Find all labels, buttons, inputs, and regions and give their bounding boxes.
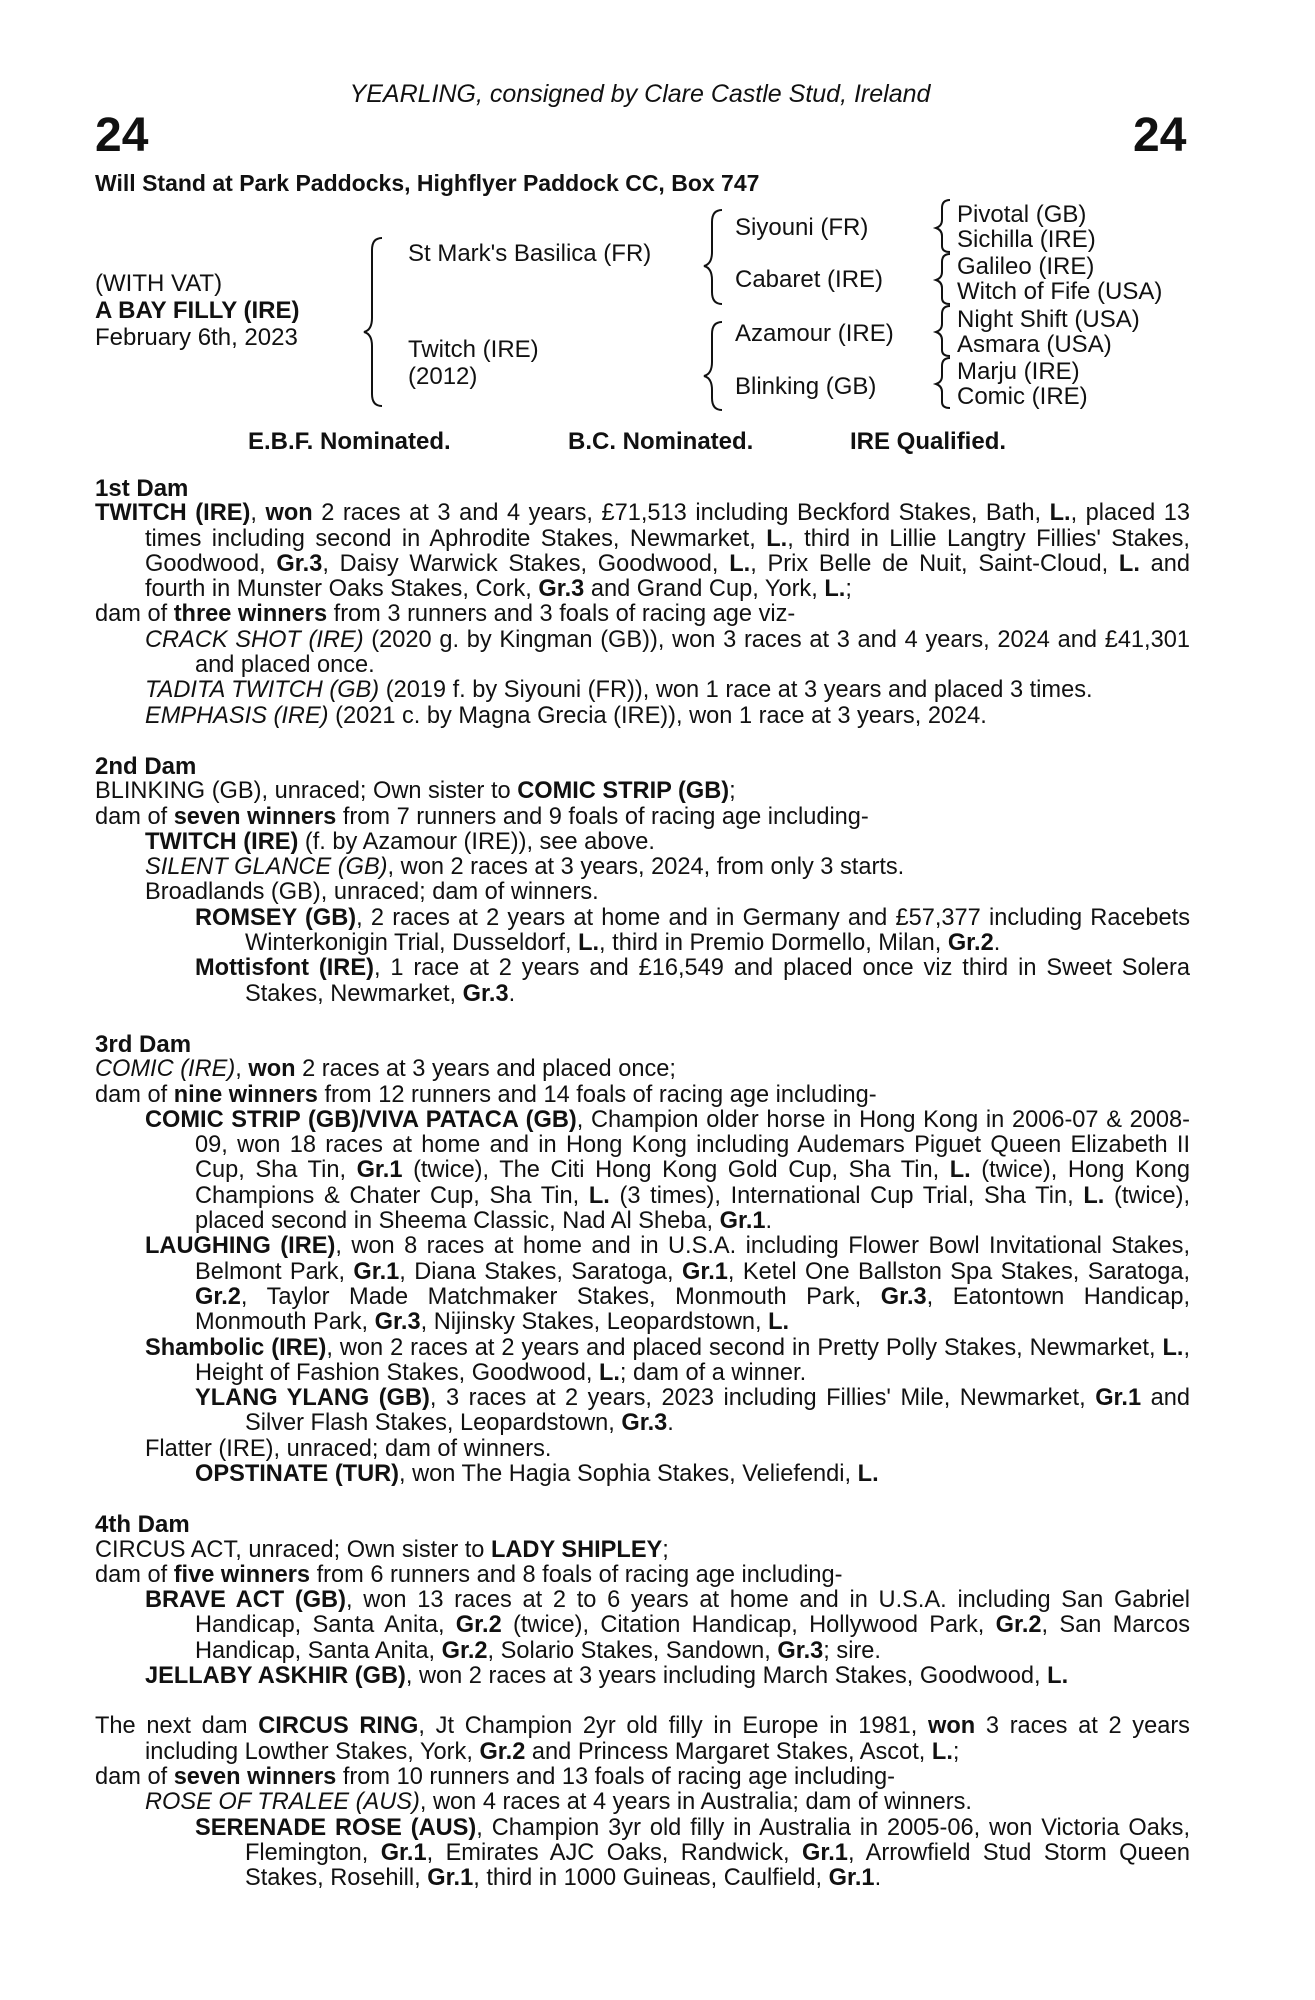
dam-dam: Blinking (GB) xyxy=(735,373,877,400)
second-dam-heading: 2nd Dam xyxy=(95,752,197,780)
next-dam-produce-summary: dam of seven winners from 10 runners and 13 foals of racing age including- xyxy=(95,1763,896,1790)
ped-sds: Galileo (IRE) xyxy=(957,253,1095,280)
bc-nomination: B.C. Nominated. xyxy=(568,428,754,455)
produce-flatter: Flatter (IRE), unraced; dam of winners. xyxy=(145,1435,552,1462)
dam-sire: Azamour (IRE) xyxy=(735,320,894,347)
lot-name: A BAY FILLY (IRE) xyxy=(95,297,300,324)
sire-dam: Cabaret (IRE) xyxy=(735,266,884,293)
produce-mottisfont: Mottisfont (IRE), 1 race at 2 years and £16,549 and placed once viz third in Sweet Solera Stakes, Newmarket, Gr.3. xyxy=(195,955,1191,1007)
fourth-dam-section xyxy=(95,1512,1190,1689)
produce-crack-shot: CRACK SHOT (IRE) (2020 g. by Kingman (GB)), won 3 races at 3 and 4 years, 2024 and £41,301 and placed once. xyxy=(145,626,1190,679)
produce-serenade-rose: SERENADE ROSE (AUS), Champion 3yr old filly in Australia in 2005-06, won Victoria Oaks, Flemington, Gr.1, Emirates AJC Oaks, Randwick, Gr.1, Arrowfield Stud Storm Queen Stakes, Rosehill, Gr.1, third in 1000 Guineas, Caulfield, Gr.1. xyxy=(195,1814,1191,1892)
fourth-dam-record: CIRCUS ACT, unraced; Own sister to LADY SHIPLEY; xyxy=(95,1536,669,1563)
vat-note: (WITH VAT) xyxy=(95,270,223,297)
produce-laughing: LAUGHING (IRE), won 8 races at home and in U.S.A. including Flower Bowl Invitational Stakes, Belmont Park, Gr.1, Diana Stakes, Saratoga, Gr.1, Ketel One Ballston Spa Stakes, Saratoga, Gr.2, Taylor Made Matchmaker Stakes, Monmouth Park, Gr.3, Eatontown Handicap, Monmouth Park, Gr.3, Nijinsky Stakes, Leopardstown, L. xyxy=(145,1233,1191,1336)
ped-sdd: Witch of Fife (USA) xyxy=(957,278,1163,305)
second-dam-section xyxy=(95,754,1190,1007)
first-dam-heading: 1st Dam xyxy=(95,475,189,502)
dam-line-text xyxy=(95,476,1190,1891)
ped-dss: Night Shift (USA) xyxy=(957,306,1140,333)
produce-tadita-twitch: TADITA TWITCH (GB) (2019 f. by Siyouni (FR)), won 1 race at 3 years and placed 3 times. xyxy=(145,677,1093,704)
dam-year: (2012) xyxy=(408,363,478,390)
produce-broadlands: Broadlands (GB), unraced; dam of winners. xyxy=(145,879,599,906)
sire-name: St Mark's Basilica (FR) xyxy=(408,240,652,267)
produce-jellaby-askhir: JELLABY ASKHIR (GB), won 2 races at 3 years including March Stakes, Goodwood, L. xyxy=(145,1663,1069,1690)
produce-silent-glance: SILENT GLANCE (GB), won 2 races at 3 years, 2024, from only 3 starts. xyxy=(145,854,905,881)
second-dam-produce-summary: dam of seven winners from 7 runners and 9 foals of racing age including- xyxy=(95,803,869,830)
third-dam-produce-summary: dam of nine winners from 12 runners and 14 foals of racing age including- xyxy=(95,1081,877,1108)
ire-qualified: IRE Qualified. xyxy=(850,428,1007,455)
first-dam-section xyxy=(95,476,1190,729)
consignor-line: YEARLING, consigned by Clare Castle Stud, Ireland xyxy=(349,80,931,108)
produce-shambolic: Shambolic (IRE), won 2 races at 2 years and placed second in Pretty Polly Stakes, Newmarket, L., Height of Fashion Stakes, Goodwood, L.; dam of a winner. xyxy=(145,1334,1190,1386)
first-dam-produce-summary: dam of three winners from 3 runners and 3 foals of racing age viz- xyxy=(95,601,796,628)
next-dam-section xyxy=(95,1714,1190,1891)
produce-comic-strip: COMIC STRIP (GB)/VIVA PATACA (GB), Champion older horse in Hong Kong in 2006-07 & 2008-09, won 18 races at home and in Hong Kong including Audemars Piguet Queen Elizabeth II Cup, Sha Tin, Gr.1 (twice), The Citi Hong Kong Gold Cup, Sha Tin, L. (twice), Hong Kong Champions & Chater Cup, Sha Tin, L. (3 times), International Cup Trial, Sha Tin, L. (twice), placed second in Sheema Classic, Nad Al Sheba, Gr.1. xyxy=(145,1106,1191,1235)
produce-romsey: ROMSEY (GB), 2 races at 2 years at home and in Germany and £57,377 including Racebets Winterkonigin Trial, Dusseldorf, L., third in Premio Dormello, Milan, Gr.2. xyxy=(195,904,1190,957)
stand-location: Will Stand at Park Paddocks, Highflyer Paddock CC, Box 747 xyxy=(95,170,760,196)
pedigree-brackets xyxy=(0,0,1315,430)
lot-number-right: 24 xyxy=(1133,109,1187,162)
fourth-dam-produce-summary: dam of five winners from 6 runners and 8 foals of racing age including- xyxy=(95,1561,843,1588)
ped-ddd: Comic (IRE) xyxy=(957,383,1088,410)
third-dam-record: COMIC (IRE), won 2 races at 3 years and placed once; xyxy=(95,1056,676,1083)
fourth-dam-heading: 4th Dam xyxy=(95,1511,190,1539)
produce-twitch: TWITCH (IRE) (f. by Azamour (IRE)), see above. xyxy=(145,828,655,855)
ped-sss: Pivotal (GB) xyxy=(957,201,1087,228)
second-dam-record: BLINKING (GB), unraced; Own sister to COMIC STRIP (GB); xyxy=(95,778,736,805)
produce-opstinate: OPSTINATE (TUR), won The Hagia Sophia Stakes, Veliefendi, L. xyxy=(195,1460,879,1487)
third-dam-heading: 3rd Dam xyxy=(95,1030,192,1058)
foaling-date: February 6th, 2023 xyxy=(95,324,298,351)
produce-brave-act: BRAVE ACT (GB), won 13 races at 2 to 6 years at home and in U.S.A. including San Gabriel Handicap, Santa Anita, Gr.2 (twice), Citation Handicap, Hollywood Park, Gr.2, San Marcos Handicap, Santa Anita, Gr.2, Solario Stakes, Sandown, Gr.3; sire. xyxy=(145,1587,1191,1664)
ped-dsd: Asmara (USA) xyxy=(957,331,1112,358)
dam-name: Twitch (IRE) xyxy=(408,336,539,363)
first-dam-record: TWITCH (IRE), won 2 races at 3 and 4 years, £71,513 including Beckford Stakes, Bath, L., placed 13 times including second in Aphrodite Stakes, Newmarket, L., third in Lillie Langtry Fillies' Stakes, Goodwood, Gr.3, Daisy Warwick Stakes, Goodwood, L., Prix Belle de Nuit, Saint-Cloud, L. and fourth in Munster Oaks Stakes, Cork, Gr.3 and Grand Cup, York, L.; xyxy=(95,500,1191,603)
produce-rose-of-tralee: ROSE OF TRALEE (AUS), won 4 races at 4 years in Australia; dam of winners. xyxy=(145,1789,972,1816)
lot-number-left: 24 xyxy=(95,109,149,162)
next-dam-record: The next dam CIRCUS RING, Jt Champion 2yr old filly in Europe in 1981, won 3 races at 2 years including Lowther Stakes, York, Gr.2 and Princess Margaret Stakes, Ascot, L.; xyxy=(95,1713,1190,1765)
third-dam-section xyxy=(95,1032,1190,1487)
ped-dds: Marju (IRE) xyxy=(957,358,1080,385)
ebf-nomination: E.B.F. Nominated. xyxy=(248,428,451,455)
ped-ssd: Sichilla (IRE) xyxy=(957,226,1096,253)
produce-ylang-ylang: YLANG YLANG (GB), 3 races at 2 years, 2023 including Fillies' Mile, Newmarket, Gr.1 and Silver Flash Stakes, Leopardstown, Gr.3. xyxy=(195,1385,1190,1437)
first-dam-name: TWITCH (IRE) xyxy=(95,500,251,527)
sire-sire: Siyouni (FR) xyxy=(735,214,869,241)
produce-emphasis: EMPHASIS (IRE) (2021 c. by Magna Grecia (IRE)), won 1 race at 3 years, 2024. xyxy=(145,702,987,729)
